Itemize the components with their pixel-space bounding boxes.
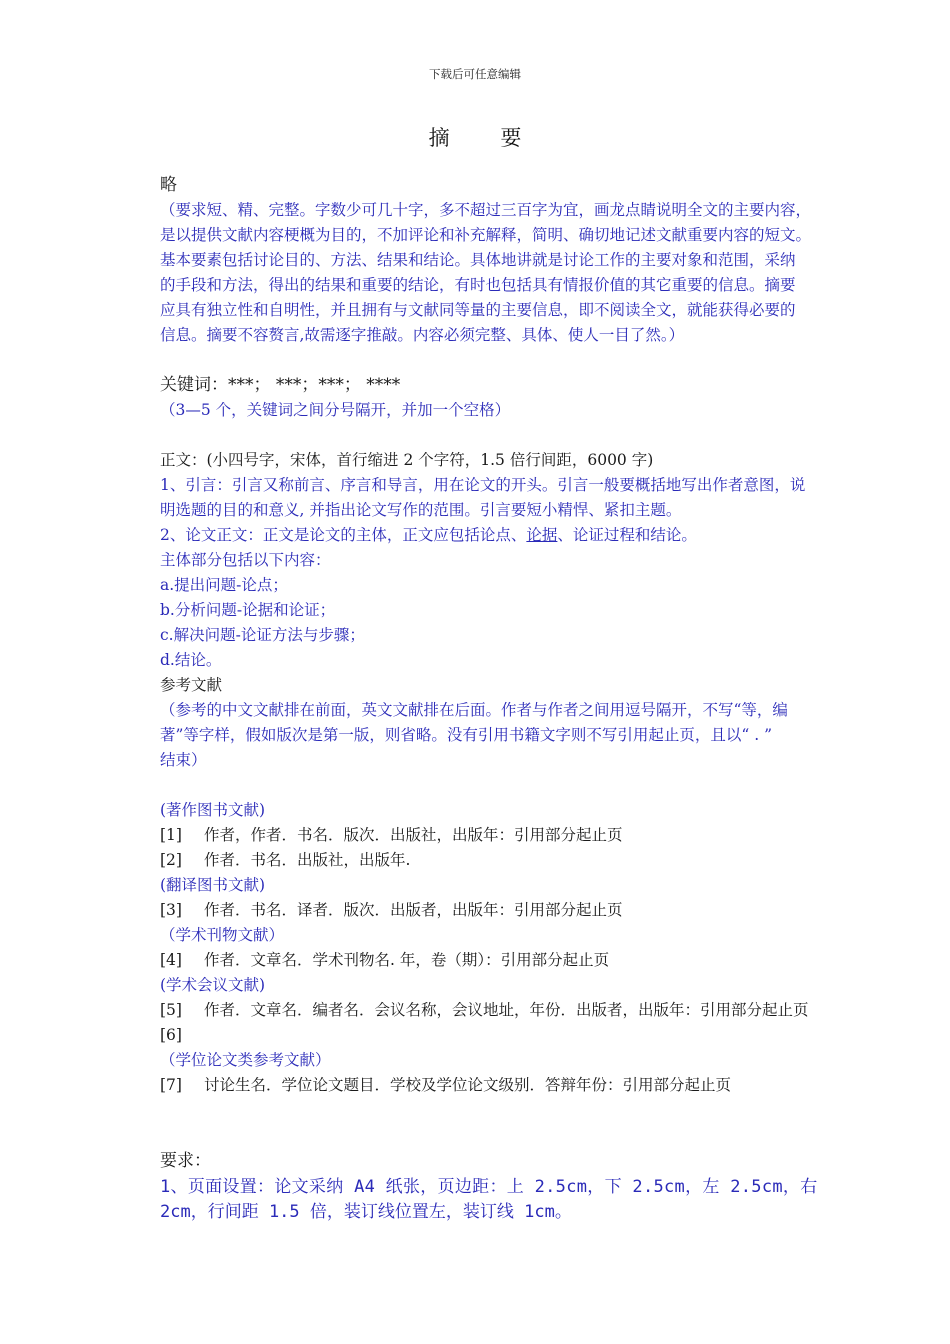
ref-group-conference: (学术会议文献) (160, 976, 266, 994)
page-header: 下载后可任意编辑 (429, 67, 521, 81)
reference-item: [4] 作者．文章名．学术刊物名. 年，卷（期）：引用部分起止页 (160, 951, 610, 969)
abstract-line: 信息。摘要不容赘言,故需逐字推敲。内容必须完整、具体、使人一目了然。） (160, 326, 685, 344)
keywords-line: 关键词：***； ***；***； **** (160, 375, 401, 395)
reference-item: [5] 作者．文章名．编者名．会议名称，会议地址，年份．出版者，出版年：引用部分起止页 (160, 1001, 809, 1019)
abstract-line: 是以提供文献内容梗概为目的，不加评论和补充解释，简明、确切地记述文献重要内容的短文。 (160, 226, 812, 244)
body-list-item: d.结论。 (160, 651, 222, 669)
ref-group-thesis: （学位论文类参考文献） (160, 1051, 331, 1069)
intro-line: 明选题的目的和意义, 并指出论文写作的范围。引言要短小精悍、紧扣主题。 (160, 501, 682, 519)
intro-line: 1、引言：引言又称前言、序言和导言，用在论文的开头。引言一般要概括地写出作者意图，说 (160, 476, 806, 494)
body-spec: 正文：(小四号字，宋体，首行缩进 2 个字符，1.5 倍行间距，6000 字) (160, 451, 654, 469)
body-list-item: a.提出问题-论点； (160, 576, 288, 594)
document-body (160, 173, 880, 1225)
body-list-item: b.分析问题-论据和论证； (160, 601, 336, 619)
references-title: 参考文献 (160, 676, 223, 694)
page-title: 摘 要 (428, 126, 544, 150)
abstract-line: （要求短、精、完整。字数少可几十字，多不超过三百字为宜，画龙点睛说明全文的主要内容， (160, 201, 812, 219)
reference-item: [3] 作者．书名．译者．版次．出版者，出版年：引用部分起止页 (160, 901, 623, 919)
reference-item: [6] (160, 1026, 182, 1044)
underlined-term: 论据 (526, 526, 558, 544)
requirements-line: 2cm，行间距 1.5 倍，装订线位置左，装订线 1cm。 (160, 1202, 572, 1222)
references-note-line: 著”等字样，假如版次是第一版，则省略。没有引用书籍文字则不写引用起止页，且以“ . ” (160, 726, 773, 744)
body-sub-intro: 主体部分包括以下内容： (160, 551, 331, 569)
reference-item: [2] 作者．书名．出版社，出版年. (160, 851, 411, 869)
main-body-line: 2、论文正文：正文是论文的主体，正文应包括论点、论据、论证过程和结论。 (160, 526, 697, 544)
reference-item: [7] 讨论生名．学位论文题目．学校及学位论文级别．答辩年份：引用部分起止页 (160, 1076, 732, 1094)
references-note-line: （参考的中文文献排在前面，英文文献排在后面。作者与作者之间用逗号隔开，不写“等，编 (160, 701, 788, 719)
requirements-title: 要求： (160, 1151, 211, 1171)
reference-item: [1] 作者，作者．书名．版次．出版社，出版年：引用部分起止页 (160, 826, 623, 844)
references-note-line: 结束） (160, 751, 207, 769)
abstract-line: 应具有独立性和自明性，并且拥有与文献同等量的主要信息，即不阅读全文，就能获得必要的 (160, 301, 796, 319)
abstract-line: 基本要素包括讨论目的、方法、结果和结论。具体地讲就是讨论工作的主要对象和范围，采纳 (160, 251, 796, 269)
abstract-line: 的手段和方法，得出的结果和重要的结论，有时也包括具有情报价值的其它重要的信息。摘要 (160, 276, 796, 294)
keywords-note: （3—5 个，关键词之间分号隔开，并加一个空格） (160, 401, 511, 419)
ref-group-books: (著作图书文献) (160, 801, 266, 819)
abstract-label: 略 (160, 175, 177, 195)
ref-group-translated: (翻译图书文献) (160, 876, 266, 894)
abstract-text (160, 198, 880, 348)
ref-group-journals: （学术刊物文献） (160, 926, 285, 944)
requirements-line: 1、页面设置：论文采纳 A4 纸张，页边距：上 2.5cm，下 2.5cm，左 2.5cm，右 (160, 1177, 818, 1197)
body-list-item: c.解决问题-论证方法与步骤； (160, 626, 365, 644)
